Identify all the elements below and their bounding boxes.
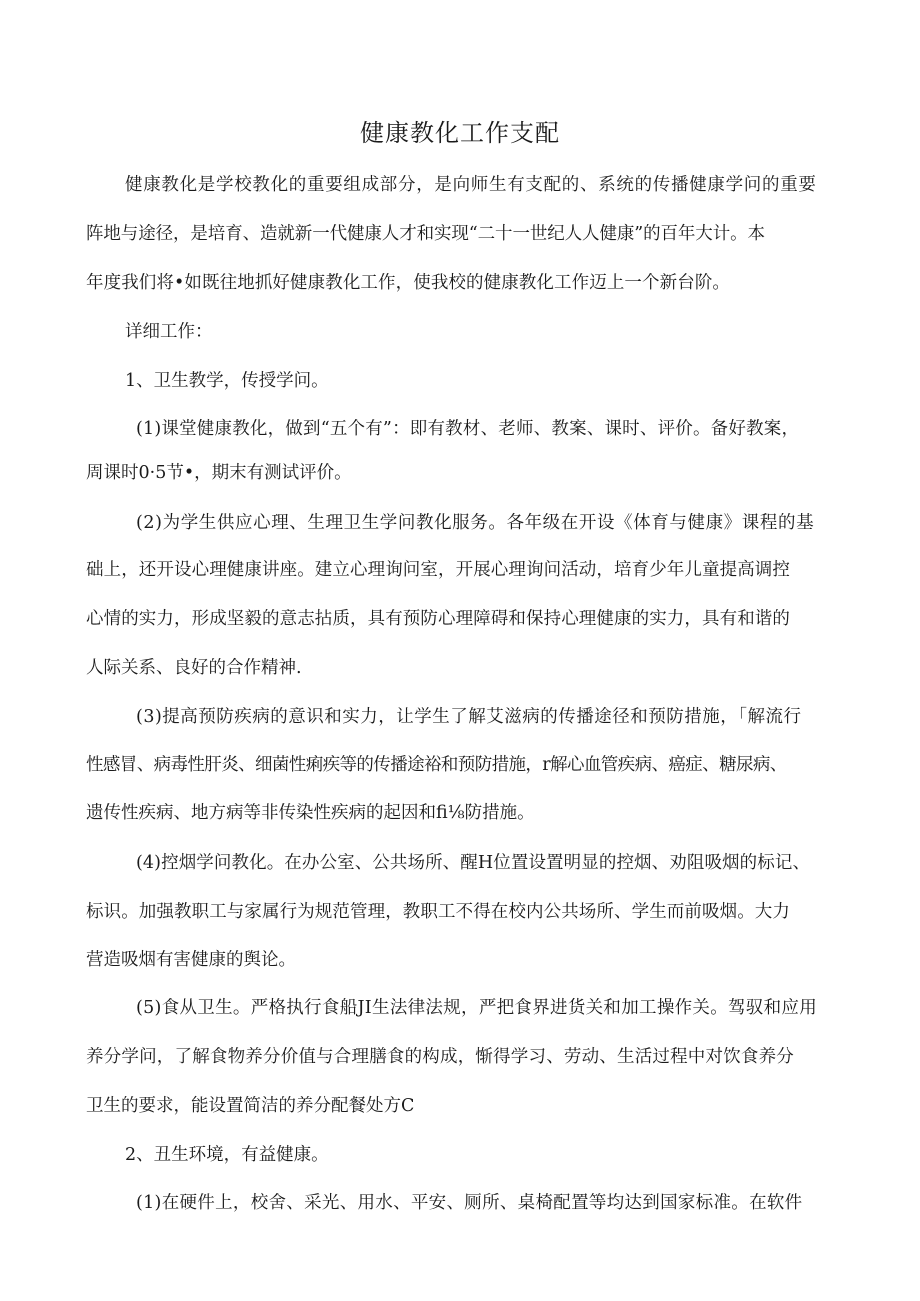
paragraph-line: (2)为学生供应心理、生理卫生学问教化服务。各年级在开设《体育与健康》课程的基 bbox=[136, 513, 815, 533]
paragraph-line: 础上，还开设心理健康讲座。建立心理询问室，开展心理询问活动，培育少年儿童提高调控 bbox=[86, 560, 790, 580]
paragraph-line: 标识。加强教职工与家属行为规范管理，教职工不得在校内公共场所、学生而前吸烟。大力 bbox=[86, 902, 790, 922]
paragraph-line: (1)在硬件上，校舍、采光、用水、平安、厕所、桌椅配置等均达到国家标准。在软件 bbox=[136, 1193, 803, 1213]
paragraph-line: 心情的实力，形成坚毅的意志拈质，具有预防心理障碍和保持心理健康的实力，具有和谐的 bbox=[86, 609, 790, 629]
section-heading: 1、卫生教学，传授学问。 bbox=[125, 371, 329, 391]
section-heading: 2、丑生环境，有益健康。 bbox=[125, 1145, 329, 1165]
paragraph-line: (1)课堂健康教化，做到“五个有”：即有教材、老师、教案、课时、评价。备好教案， bbox=[136, 419, 800, 439]
document-title: 健康教化工作支配 bbox=[360, 119, 560, 147]
paragraph-line: (5)食从卫生。严格执行食船JI生法律法规，严把食界进货关和加工操作关。驾驭和应用 bbox=[136, 998, 818, 1018]
paragraph-line: 健康教化是学校教化的重要组成部分，是向师生有支配的、系统的传播健康学问的重要 bbox=[125, 175, 817, 195]
paragraph-line: 阵地与途径，是培育、造就新一代健康人才和实现“二十一世纪人人健康”的百年大计。本 bbox=[86, 224, 765, 244]
paragraph-line: 遗传性疾病、地方病等非传染性疾病的起因和fi⅛防措施。 bbox=[86, 803, 535, 823]
paragraph-line: 养分学问，了解食物养分价值与合理膳食的构成，惭得学习、劳动、生活过程中对饮食养分 bbox=[86, 1047, 794, 1067]
paragraph-line: (4)控烟学问教化。在办公室、公共场所、醒H位置设置明显的控烟、劝阻吸烟的标记、 bbox=[136, 853, 811, 873]
paragraph-line: 年度我们将•如既往地抓好健康教化工作，使我校的健康教化工作迈上一个新台阶。 bbox=[86, 273, 731, 293]
paragraph-line: (3)提高预防疾病的意识和实力，让学生了解艾滋病的传播途径和预防措施，「解流行 bbox=[136, 707, 802, 727]
paragraph-line: 性感冒、病毒性肝炎、细菌性痢疾等的传播途裕和预防措施，r解心血管疾病、癌症、糖尿病、 bbox=[86, 755, 787, 775]
paragraph-line: 详细工作： bbox=[125, 322, 213, 342]
paragraph-line: 周课时0·5节•，期末有测试评价。 bbox=[86, 463, 352, 483]
paragraph-line: 卫生的要求，能设置简洁的养分配餐处方C bbox=[86, 1096, 415, 1116]
paragraph-line: 人际关系、良好的合作精神. bbox=[86, 658, 302, 678]
paragraph-line: 营造吸烟有害健康的舆论。 bbox=[86, 950, 296, 970]
